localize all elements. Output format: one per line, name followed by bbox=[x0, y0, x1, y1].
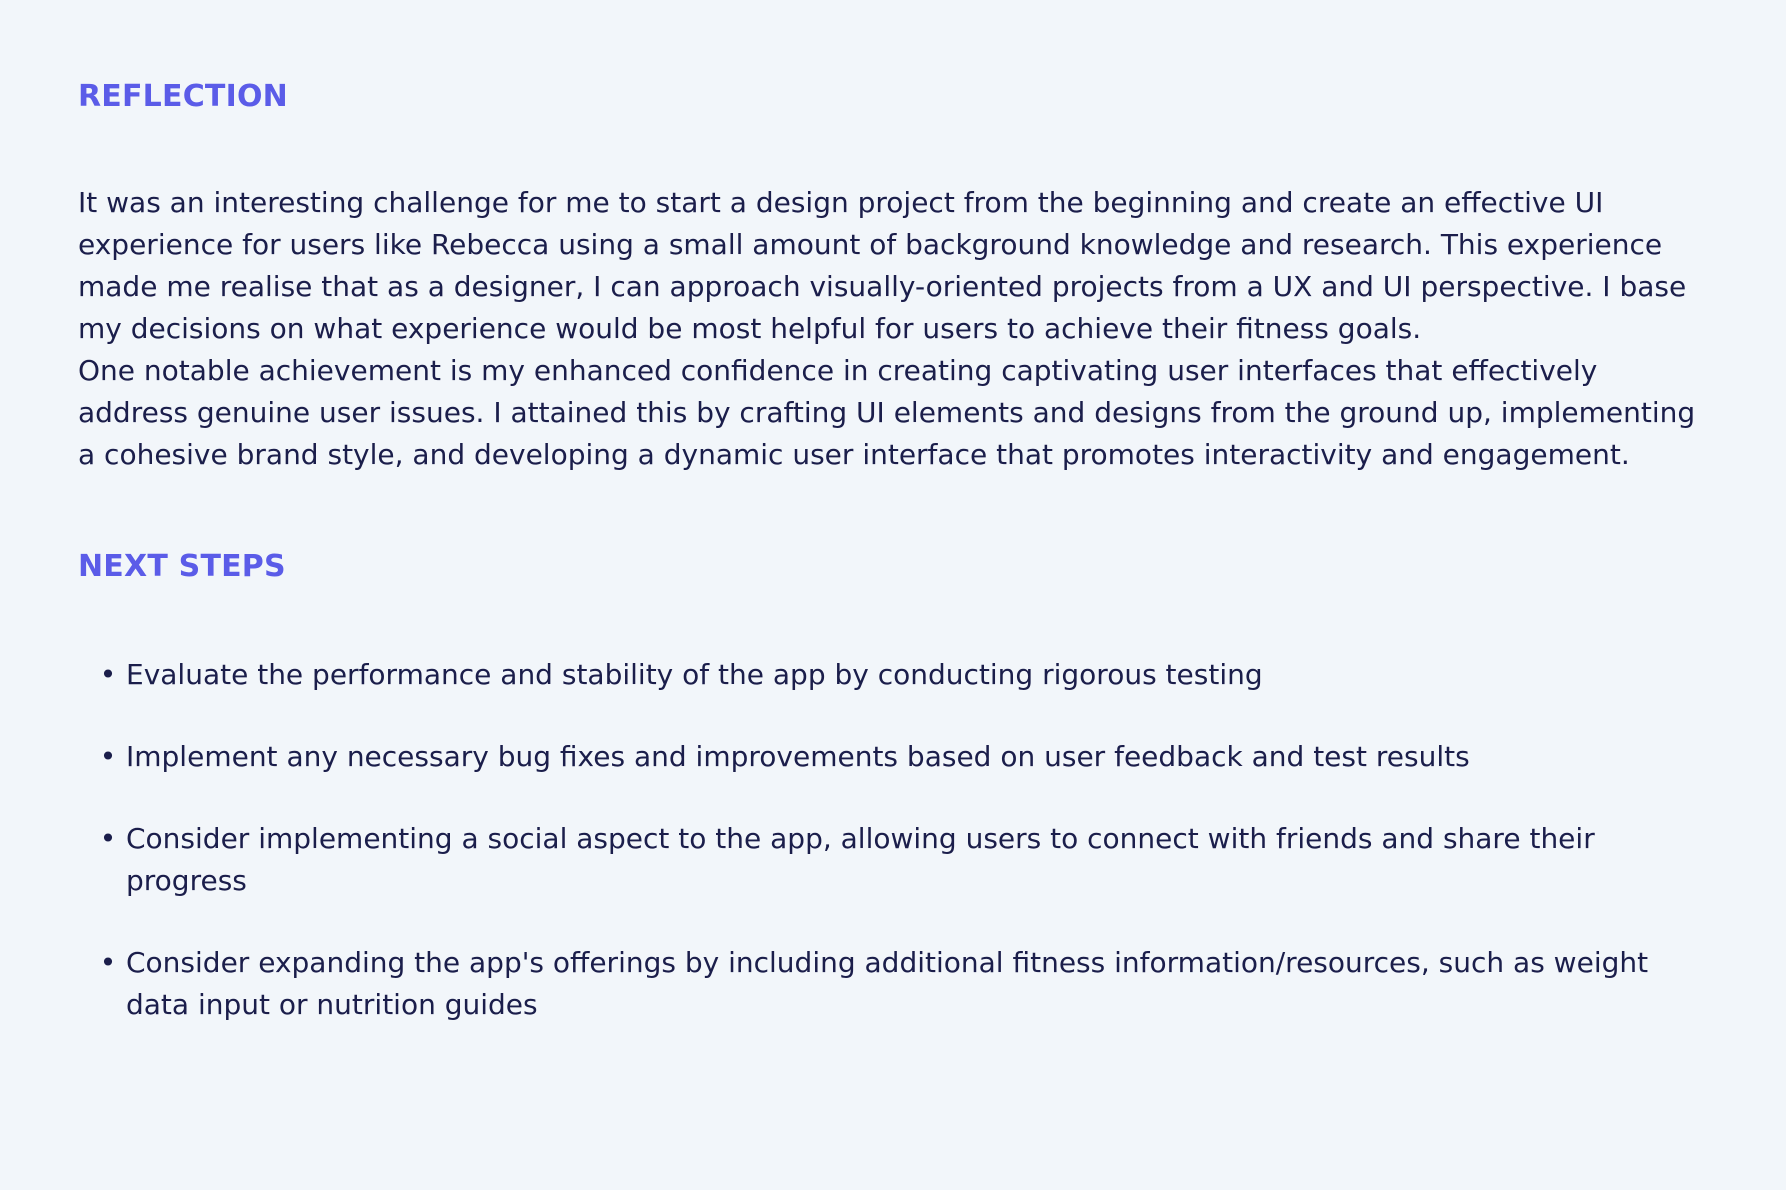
next-step-item bbox=[78, 942, 1708, 1026]
reflection-section bbox=[78, 72, 1708, 476]
next-step-text: Consider implementing a social aspect to the app, allowing users to connect with friends and share their progress bbox=[126, 822, 1595, 897]
next-steps-list bbox=[78, 654, 1708, 1026]
next-step-text: Implement any necessary bug fixes and improvements based on user feedback and test results bbox=[126, 740, 1470, 773]
bullet-icon: • bbox=[99, 740, 117, 773]
reflection-paragraph: One notable achievement is my enhanced confidence in creating captivating user interfaces that effectively address genuine user issues. I attained this by crafting UI elements and designs from the ground up, implementing a cohesive brand style, and developing a dynamic user interface that promotes interactivity and engagement. bbox=[78, 354, 1696, 471]
next-step-item bbox=[78, 818, 1708, 902]
reflection-heading: REFLECTION bbox=[78, 79, 288, 114]
reflection-body bbox=[78, 182, 1708, 476]
bullet-icon: • bbox=[99, 946, 117, 979]
next-step-item bbox=[78, 736, 1708, 778]
next-step-text: Evaluate the performance and stability of the app by conducting rigorous testing bbox=[126, 658, 1263, 691]
bullet-icon: • bbox=[99, 658, 117, 691]
next-steps-heading: NEXT STEPS bbox=[78, 549, 286, 584]
next-step-item bbox=[78, 654, 1708, 696]
next-steps-section bbox=[78, 542, 1708, 1026]
bullet-icon: • bbox=[99, 822, 117, 855]
reflection-paragraph: It was an interesting challenge for me to start a design project from the beginning and create an effective UI experience for users like Rebecca using a small amount of background knowledge and research. This experience made me realise that as a designer, I can approach visually-oriented projects from a UX and UI perspective. I base my decisions on what experience would be most helpful for users to achieve their fitness goals. bbox=[78, 186, 1687, 345]
next-step-text: Consider expanding the app's offerings by including additional fitness information/resources, such as weight data input or nutrition guides bbox=[126, 946, 1649, 1021]
